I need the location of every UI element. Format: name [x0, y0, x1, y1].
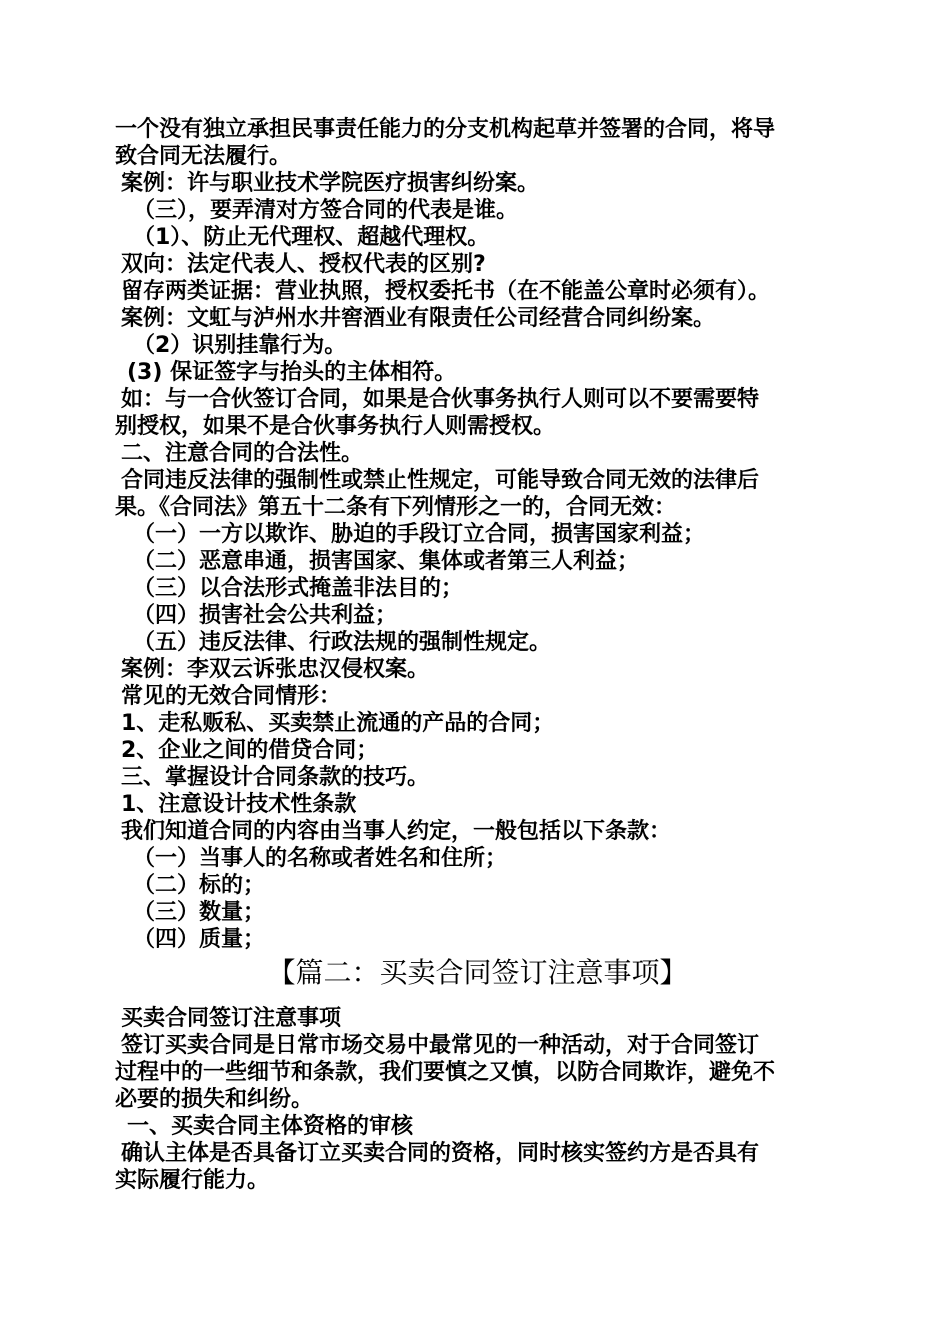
text-line: 留存两类证据：营业执照，授权委托书（在不能盖公章时必须有）。 [121, 279, 771, 304]
text-line: 实际履行能力。 [115, 1168, 270, 1193]
text-line: （1）、防止无代理权、超越代理权。 [133, 225, 490, 250]
text-line: （五）违反法律、行政法规的强制性规定。 [133, 630, 552, 655]
text-line: （四）损害社会公共利益； [133, 603, 398, 628]
text-line: 2、企业之间的借贷合同； [121, 738, 379, 763]
text-line: 二、注意合同的合法性。 [121, 441, 364, 466]
text-line: 买卖合同签订注意事项 [121, 1006, 342, 1031]
text-line: （一）一方以欺诈、胁迫的手段订立合同，损害国家利益； [133, 522, 706, 547]
text-line: 案例：许与职业技术学院医疗损害纠纷案。 [121, 171, 540, 196]
text-line: （一）当事人的名称或者姓名和住所； [133, 846, 508, 871]
text-line: 别授权，如果不是合伙事务执行人则需授权。 [115, 414, 556, 439]
text-line: 1、注意设计技术性条款 [121, 792, 357, 817]
text-line: 1、走私贩私、买卖禁止流通的产品的合同； [121, 711, 555, 736]
text-line: 双向：法定代表人、授权代表的区别? [121, 252, 486, 277]
text-line: 致合同无法履行。 [115, 144, 292, 169]
text-line: 如：与一合伙签订合同，如果是合伙事务执行人则可以不要需要特 [121, 387, 760, 412]
text-line: 签订买卖合同是日常市场交易中最常见的一种活动，对于合同签订 [121, 1033, 760, 1058]
section-title: 【篇二：买卖合同签订注意事项】 [267, 956, 688, 989]
document-body [115, 116, 840, 1194]
text-line: 案例：李双云诉张忠汉侵权案。 [121, 657, 430, 682]
text-line: （二）恶意串通，损害国家、集体或者第三人利益； [133, 549, 640, 574]
text-line: （三）数量； [133, 900, 266, 925]
text-line: 案例：文虹与泸州水井窖酒业有限责任公司经营合同纠纷案。 [121, 306, 716, 331]
text-line: 一个没有独立承担民事责任能力的分支机构起草并签署的合同，将导 [115, 117, 776, 142]
text-line: （四）质量； [133, 927, 266, 952]
text-line: 必要的损失和纠纷。 [115, 1087, 314, 1112]
text-line: (3) 保证签字与抬头的主体相符。 [127, 360, 457, 385]
text-line: 合同违反法律的强制性或禁止性规定，可能导致合同无效的法律后 [121, 468, 760, 493]
text-line: 确认主体是否具备订立买卖合同的资格，同时核实签约方是否具有 [121, 1141, 760, 1166]
text-line: （2）识别挂靠行为。 [133, 333, 347, 358]
part-one-text [115, 116, 840, 953]
text-line: 一、买卖合同主体资格的审核 [127, 1114, 414, 1139]
text-line: 过程中的一些细节和条款，我们要慎之又慎，以防合同欺诈，避免不 [115, 1060, 776, 1085]
text-line: 果。《合同法》第五十二条有下列情形之一的，合同无效： [115, 495, 677, 520]
text-line: （二）标的； [133, 873, 266, 898]
text-line: （三），要弄清对方签合同的代表是谁。 [133, 198, 519, 223]
text-line: （三）以合法形式掩盖非法目的； [133, 576, 464, 601]
text-line: 三、掌握设计合同条款的技巧。 [121, 765, 430, 790]
text-line: 常见的无效合同情形： [121, 684, 342, 709]
text-line: 我们知道合同的内容由当事人约定，一般包括以下条款： [121, 819, 672, 844]
part-two-text [115, 1005, 840, 1194]
